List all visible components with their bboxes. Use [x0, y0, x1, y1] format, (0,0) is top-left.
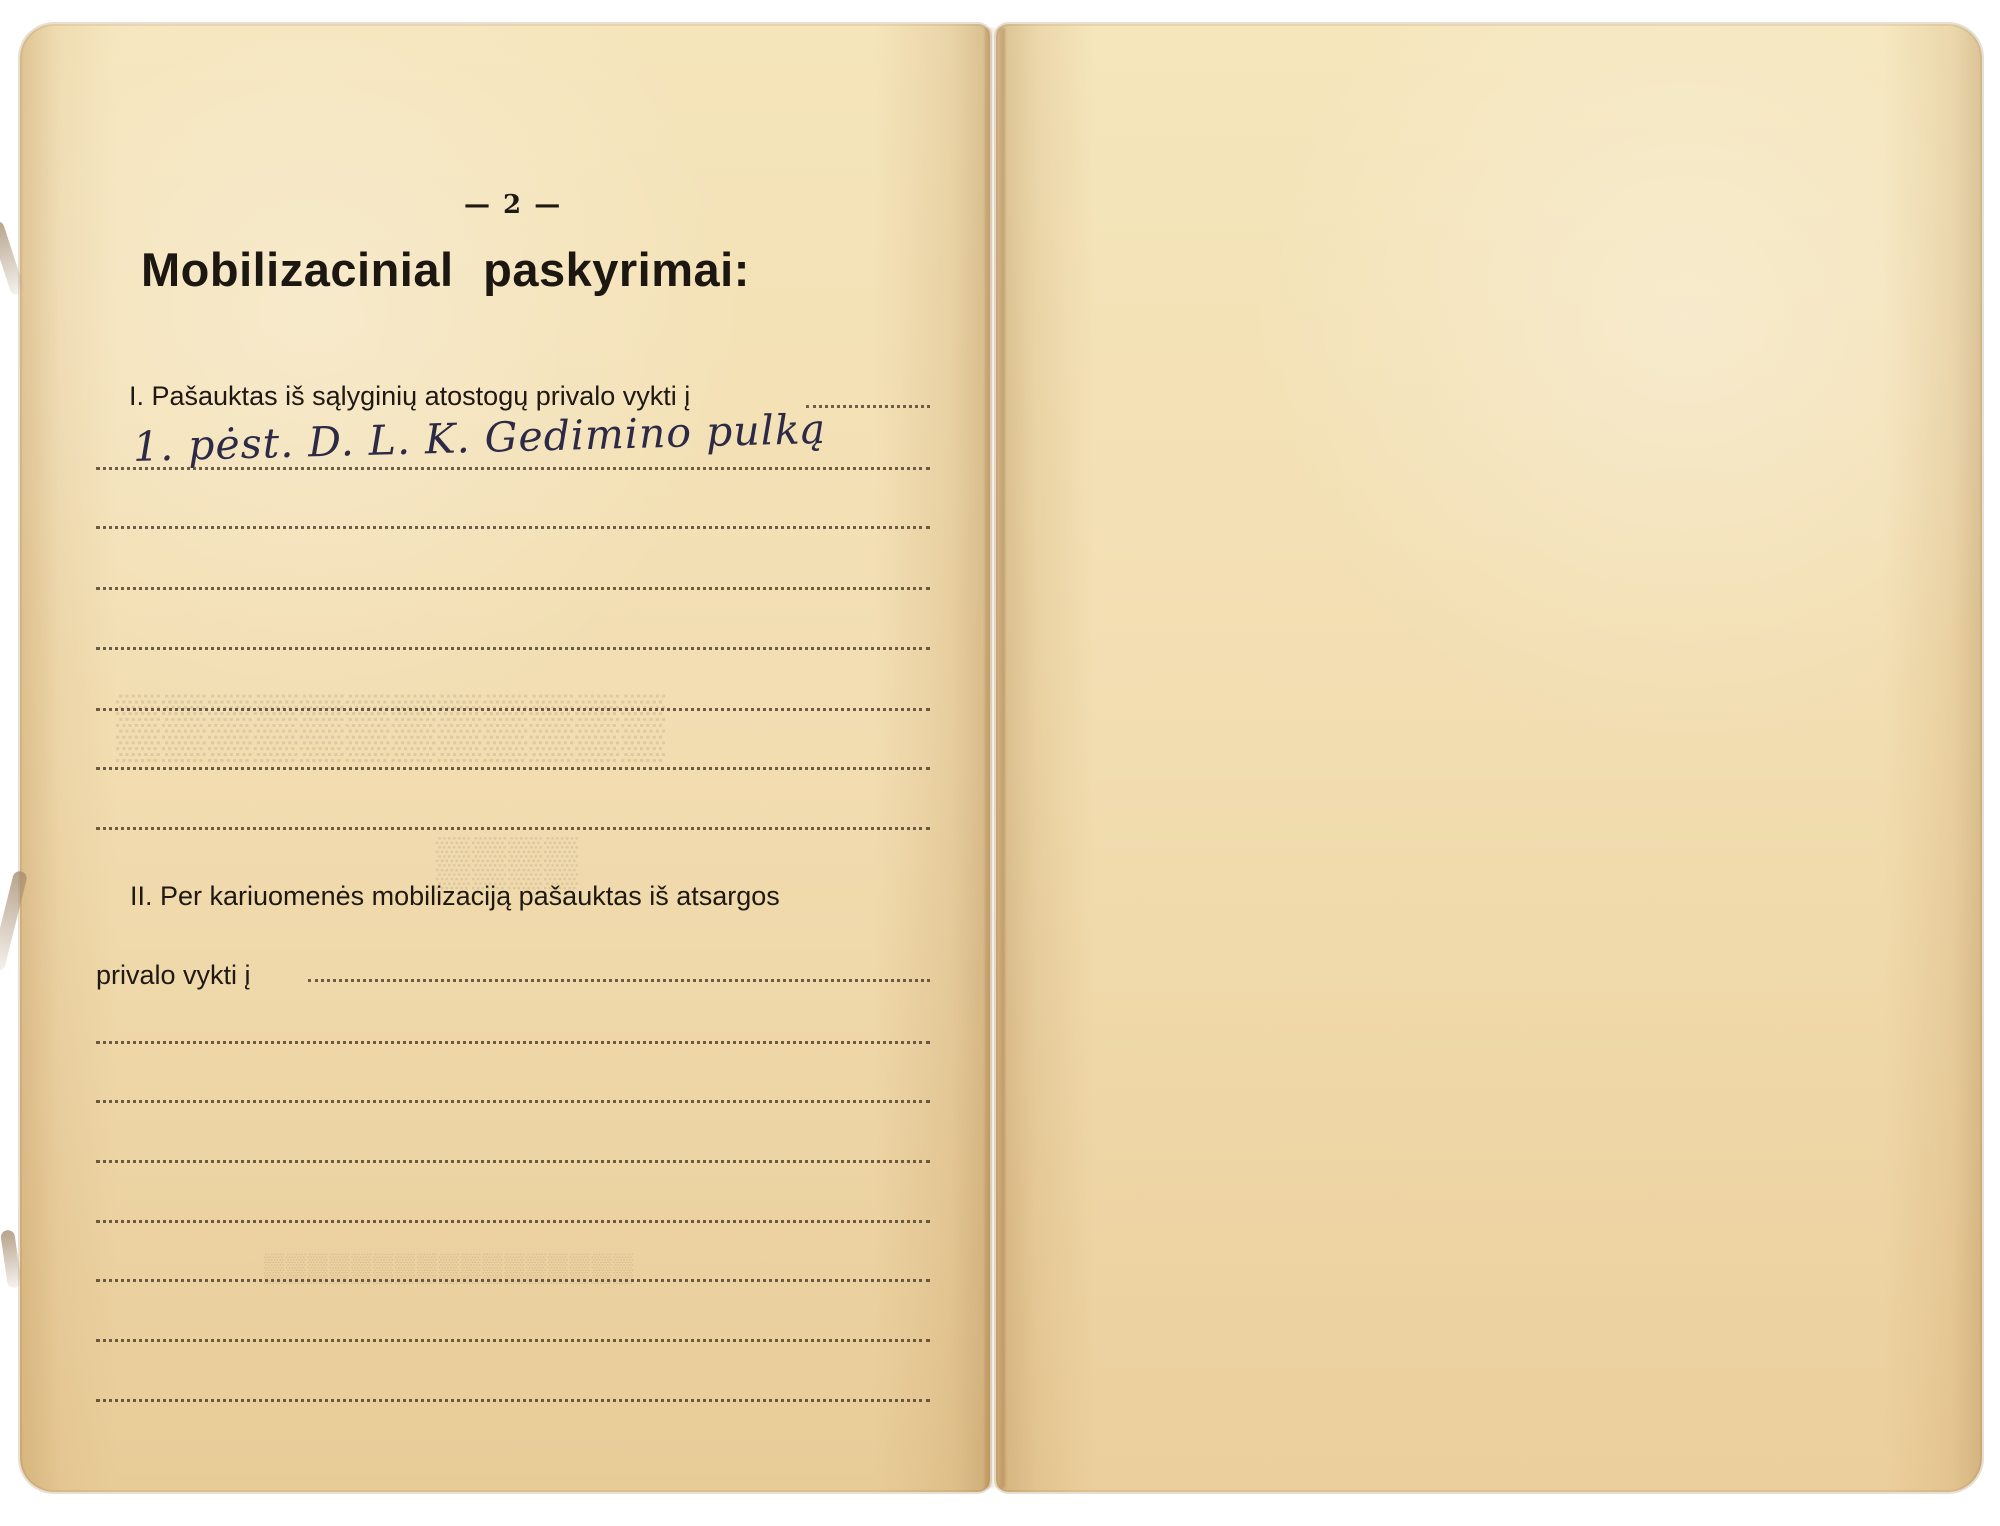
section-i-dotted-line: [96, 587, 930, 590]
section-ii-label-line-2: privalo vykti į: [96, 960, 251, 990]
background-bleedthrough-text: ▒▒▒▒▒▒▒▒▒▒▒▒: [116, 691, 668, 760]
section-ii-label-line-1: II. Per kariuomenės mobilizaciją pašauktas iš atsargos: [130, 881, 780, 911]
section-i-dotted-line: [96, 708, 930, 711]
section-i-handwritten-entry: 1. pėst. D. L. K. Gedimino pulką: [132, 404, 827, 471]
section-i-label: I. Pašauktas iš sąlyginių atostogų privalo vykti į: [129, 381, 691, 411]
section-i-dotted-line: [96, 767, 930, 770]
left-page-number: — 2 —: [464, 190, 563, 220]
right-page: [996, 24, 1982, 1492]
section-ii-dotted-line: [96, 1279, 930, 1282]
section-ii-dotted-line: [96, 1041, 930, 1044]
background-bleedthrough-text: ▒▒▒▒: [436, 835, 581, 888]
section-ii-dotted-line: [96, 1339, 930, 1342]
left-page: [20, 24, 990, 1492]
section-i-dotted-line: [96, 467, 930, 470]
section-i-dotted-line: [96, 526, 930, 529]
left-page-title: Mobilizacinial paskyrimai:: [141, 243, 750, 296]
section-ii-dotted-line: [96, 1160, 930, 1163]
binding-thread: [0, 1229, 22, 1288]
section-ii-dotted-line: [308, 979, 930, 982]
background-bleedthrough-text: ▒▒▒▒▒▒▒▒▒▒▒▒▒▒▒▒▒: [264, 1252, 636, 1283]
section-ii-dotted-line: [96, 1100, 930, 1103]
section-ii-dotted-line: [96, 1220, 930, 1223]
section-i-dotted-line: [96, 647, 930, 650]
section-ii-dotted-line: [96, 1399, 930, 1402]
section-i-dotted-line: [96, 827, 930, 830]
